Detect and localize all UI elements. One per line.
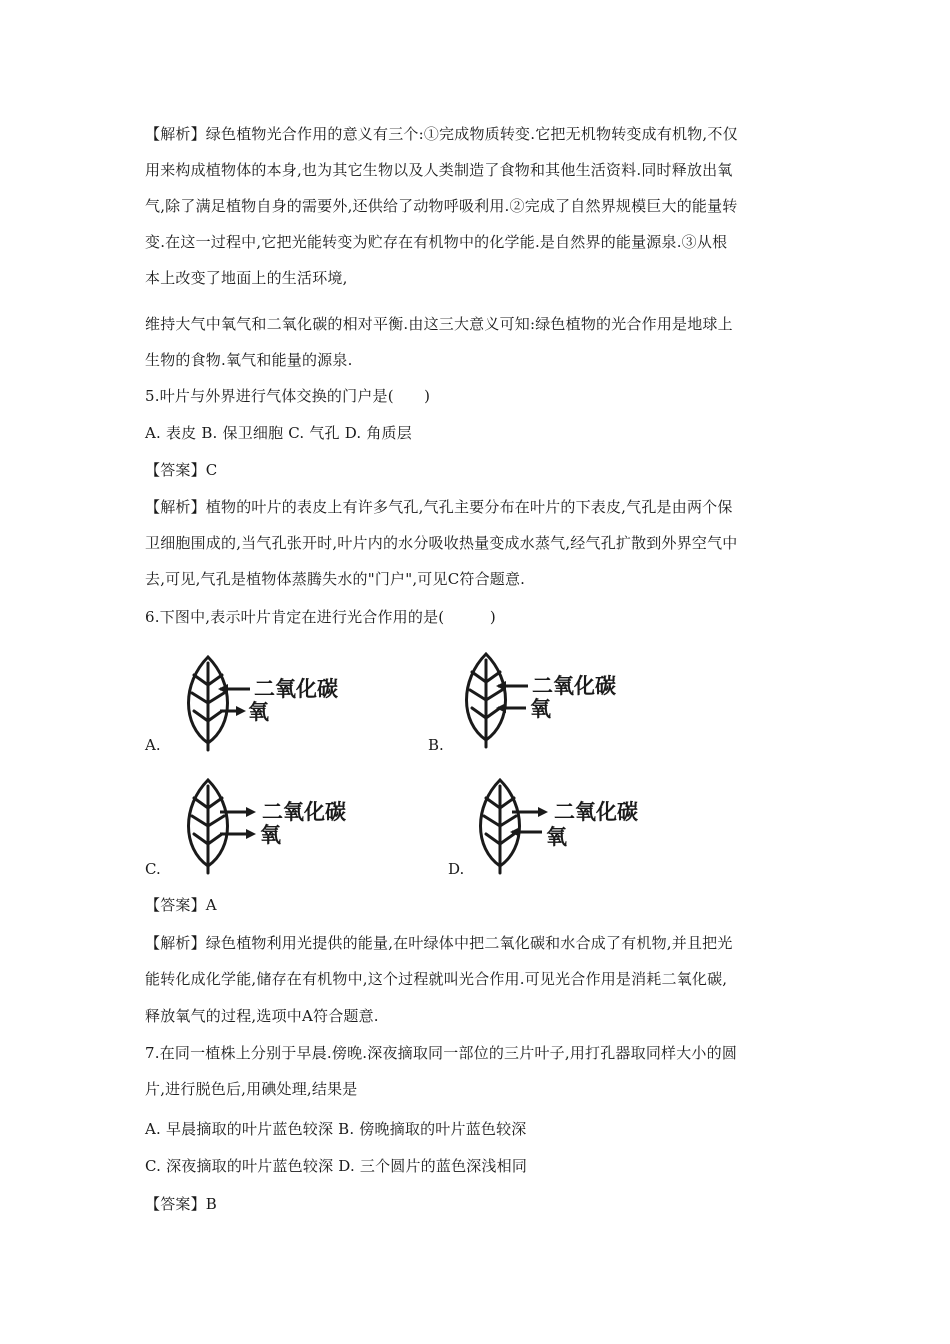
co2-label: 二氧化碳 <box>254 677 338 701</box>
co2-label: 二氧化碳 <box>262 800 346 824</box>
text-line: 释放氧气的过程,选项中A符合题意. <box>145 1007 379 1025</box>
co2-label: 二氧化碳 <box>532 674 616 698</box>
text-line: 去,可见,气孔是植物体蒸腾失水的"门户",可见C符合题意. <box>145 570 526 588</box>
o2-label: 氧 <box>248 700 269 724</box>
question-6: 6.下图中,表示叶片肯定在进行光合作用的是( ) <box>145 608 496 626</box>
text-line: 变.在这一过程中,它把光能转变为贮存在有机物中的化学能.是自然界的能量源泉.③从根 <box>145 233 728 251</box>
leaf-diagram-b <box>456 652 716 762</box>
answer-7: 【答案】B <box>145 1195 218 1213</box>
answer-5: 【答案】C <box>145 461 218 479</box>
leaf-icon <box>481 780 520 873</box>
o2-label: 氧 <box>530 697 551 721</box>
figure-d-label: D. <box>448 860 465 878</box>
text-line: 【解析】植物的叶片的表皮上有许多气孔,气孔主要分布在叶片的下表皮,气孔是由两个保 <box>145 498 733 516</box>
o2-label: 氧 <box>260 823 281 847</box>
question-5: 5.叶片与外界进行气体交换的门户是( ) <box>145 387 431 405</box>
leaf-diagram-a <box>178 655 438 765</box>
figure-b <box>456 652 716 762</box>
figure-c <box>178 778 438 888</box>
leaf-diagram-d <box>470 778 730 888</box>
figure-a-label: A. <box>145 736 161 754</box>
text-line: 气,除了满足植物自身的需要外,还供给了动物呼吸利用.②完成了自然界规模巨大的能量转 <box>145 197 738 215</box>
leaf-icon <box>189 780 228 873</box>
co2-label: 二氧化碳 <box>554 800 638 824</box>
leaf-icon <box>467 654 506 747</box>
question-7-options-cd: C. 深夜摘取的叶片蓝色较深 D. 三个圆片的蓝色深浅相同 <box>145 1157 528 1175</box>
figure-d <box>470 778 730 888</box>
figure-c-label: C. <box>145 860 161 878</box>
text-line: 用来构成植物体的本身,也为其它生物以及人类制造了食物和其他生活资料.同时释放出氧 <box>145 161 733 179</box>
text-line: 【解析】绿色植物光合作用的意义有三个:①完成物质转变.它把无机物转变成有机物,不仅 <box>145 125 738 143</box>
text-line: 维持大气中氧气和二氧化碳的相对平衡.由这三大意义可知:绿色植物的光合作用是地球上 <box>145 315 733 333</box>
o2-arrow <box>220 706 246 716</box>
answer-6: 【答案】A <box>145 896 217 914</box>
o2-label: 氧 <box>546 825 567 849</box>
text-line: 卫细胞围成的,当气孔张开时,叶片内的水分吸收热量变成水蒸气,经气孔扩散到外界空气中 <box>145 534 738 552</box>
question-7-options-ab: A. 早晨摘取的叶片蓝色较深 B. 傍晚摘取的叶片蓝色较深 <box>145 1120 527 1138</box>
question-5-options: A. 表皮 B. 保卫细胞 C. 气孔 D. 角质层 <box>145 424 412 442</box>
question-7: 7.在同一植株上分别于早晨.傍晚.深夜摘取同一部位的三片叶子,用打孔器取同样大小的圆 <box>145 1044 738 1062</box>
leaf-diagram-c <box>178 778 438 888</box>
text-line: 本上改变了地面上的生活环境, <box>145 269 348 287</box>
figure-b-label: B. <box>428 736 444 754</box>
o2-arrow <box>496 703 526 713</box>
o2-arrow <box>510 827 542 837</box>
text-line: 能转化成化学能,储存在有机物中,这个过程就叫光合作用.可见光合作用是消耗二氧化碳, <box>145 970 728 988</box>
text-line: 【解析】绿色植物利用光提供的能量,在叶绿体中把二氧化碳和水合成了有机物,并且把光 <box>145 934 733 952</box>
leaf-icon <box>189 657 228 750</box>
figure-a <box>178 655 438 765</box>
text-line: 生物的食物.氧气和能量的源泉. <box>145 351 353 369</box>
text-line: 片,进行脱色后,用碘处理,结果是 <box>145 1080 358 1098</box>
